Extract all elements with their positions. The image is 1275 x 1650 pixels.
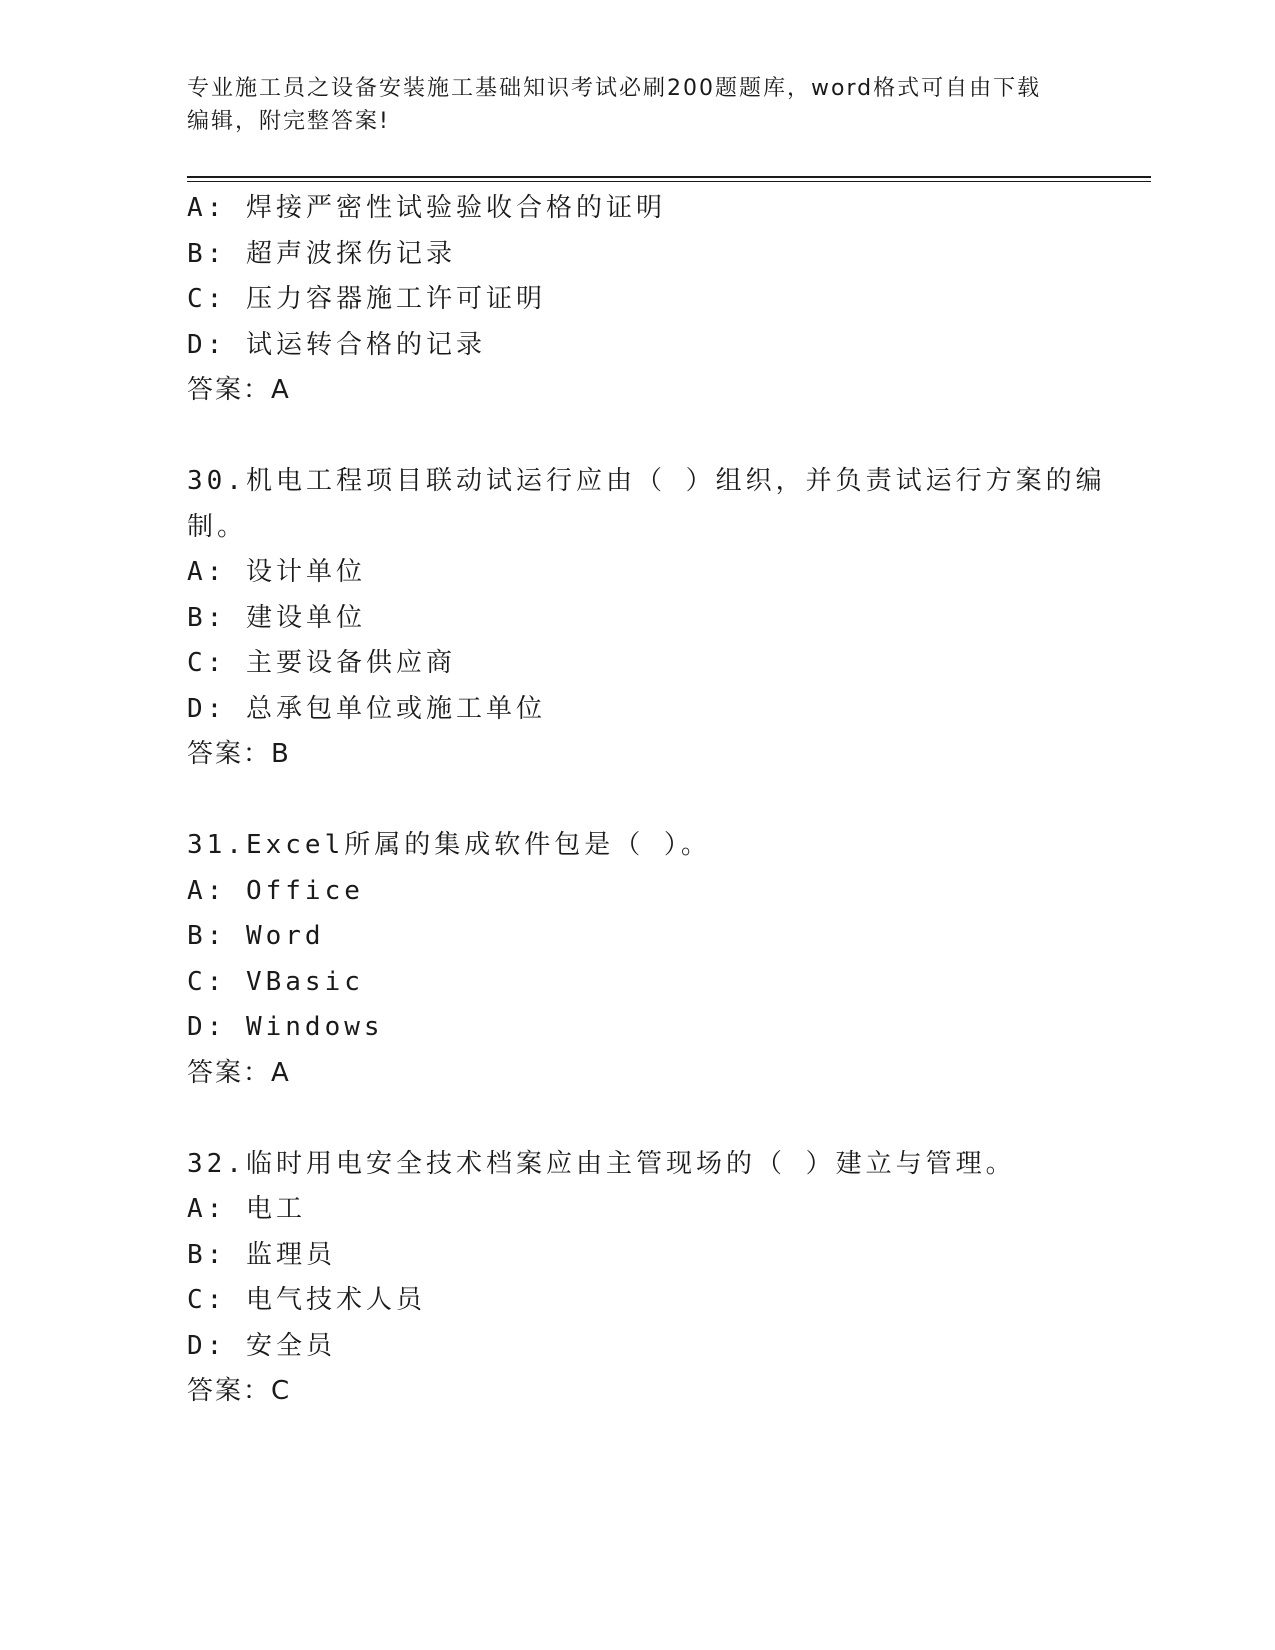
- option-b: B: Word: [187, 921, 325, 951]
- option-c: C: 压力容器施工许可证明: [187, 284, 546, 314]
- option-d: D: Windows: [187, 1012, 384, 1042]
- option-d: D: 安全员: [187, 1330, 336, 1361]
- option-b: B: 超声波探伤记录: [187, 238, 456, 269]
- option-d: D: 总承包单位或施工单位: [187, 693, 546, 724]
- option-a: A: 电工: [187, 1194, 306, 1224]
- question-block-30: [187, 459, 1106, 778]
- spacer: [187, 414, 1087, 460]
- option-c: C: VBasic: [187, 966, 364, 997]
- header-divider-thin: [187, 181, 1151, 182]
- question-stem: 30.机电工程项目联动试运行应由（ ）组织，并负责试运行方案的编: [187, 466, 1106, 496]
- document-header: [187, 72, 1067, 138]
- answer-line: 答案：C: [187, 1376, 292, 1406]
- answer-line: 答案：A: [187, 1057, 291, 1088]
- question-block-32: [187, 1142, 1087, 1415]
- answer-line: 答案：B: [187, 739, 291, 769]
- header-title-line-1: 专业施工员之设备安装施工基础知识考试必刷200题题库，word格式可自由下载: [187, 76, 1042, 101]
- spacer: [187, 778, 1087, 824]
- option-a: A: 设计单位: [187, 557, 366, 587]
- option-c: C: 主要设备供应商: [187, 648, 456, 678]
- answer-line: 答案：A: [187, 375, 291, 405]
- question-stem: 31.Excel所属的集成软件包是（ ）。: [187, 830, 711, 860]
- option-c: C: 电气技术人员: [187, 1285, 426, 1315]
- spacer: [187, 1096, 1087, 1142]
- option-b: B: 建设单位: [187, 602, 366, 633]
- option-a: A: Office: [187, 875, 364, 906]
- question-list: [187, 186, 1106, 1415]
- question-stem: 32.临时用电安全技术档案应由主管现场的（ ）建立与管理。: [187, 1148, 1016, 1179]
- option-d: D: 试运转合格的记录: [187, 329, 486, 360]
- header-divider-thick: [187, 176, 1151, 178]
- question-stem-continued: 制。: [187, 511, 248, 542]
- option-a: A: 焊接严密性试验验收合格的证明: [187, 193, 666, 223]
- header-title-line-2: 编辑，附完整答案!: [187, 109, 390, 134]
- question-block-29: [187, 186, 1087, 414]
- option-b: B: 监理员: [187, 1239, 336, 1270]
- question-block-31: [187, 823, 1087, 1096]
